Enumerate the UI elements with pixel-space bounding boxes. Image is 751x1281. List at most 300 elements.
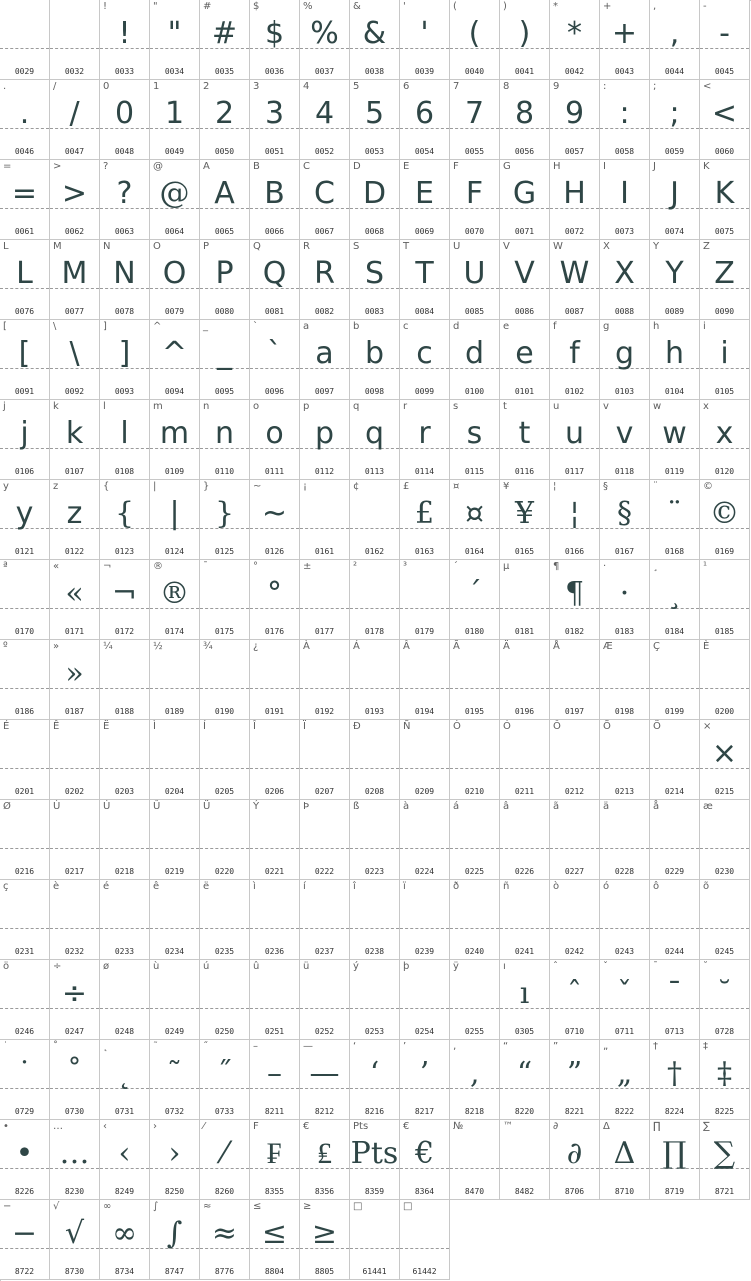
- glyph-code: 0176: [264, 627, 285, 636]
- glyph-code: 0186: [14, 707, 35, 716]
- glyph-label: }: [203, 481, 210, 492]
- glyph-cell: [700, 240, 750, 320]
- glyph-label: B: [253, 161, 260, 172]
- glyph-cell: [250, 1120, 300, 1200]
- glyph-cell: [550, 320, 600, 400]
- glyph-sample: [0, 652, 49, 696]
- glyph-cell: [300, 1040, 350, 1120]
- glyph-label: ›: [153, 1121, 157, 1132]
- glyph-cell: [150, 1200, 200, 1280]
- glyph-cell: [250, 400, 300, 480]
- glyph-cell: [700, 720, 750, 800]
- glyph-label: ∑: [703, 1121, 710, 1132]
- glyph-label: J: [653, 161, 656, 172]
- glyph-label: |: [153, 481, 157, 492]
- glyph-code: 0214: [664, 787, 685, 796]
- glyph-cell: [650, 240, 700, 320]
- glyph-code: 8805: [314, 1267, 335, 1276]
- glyph-code: 0211: [514, 787, 535, 796]
- glyph-code: 0177: [314, 627, 335, 636]
- glyph-cell: [450, 1040, 500, 1120]
- glyph-label: x: [703, 401, 709, 412]
- glyph-label: 3: [253, 81, 260, 92]
- glyph-label: b: [353, 321, 360, 332]
- glyph-cell: [400, 160, 450, 240]
- glyph-code: 0049: [164, 147, 185, 156]
- glyph-cell: [100, 480, 150, 560]
- glyph-label: V: [503, 241, 510, 252]
- glyph-label: î: [353, 881, 356, 892]
- glyph-code: 0054: [414, 147, 435, 156]
- glyph-code: 0191: [264, 707, 285, 716]
- glyph-code: 0181: [514, 627, 535, 636]
- glyph-label: á: [453, 801, 460, 812]
- glyph-code: 0184: [664, 627, 685, 636]
- glyph-code: 0053: [364, 147, 385, 156]
- glyph-label: O: [153, 241, 161, 252]
- glyph-sample: [550, 892, 599, 936]
- glyph-sample: …: [59, 1136, 90, 1171]
- glyph-sample: [300, 892, 349, 936]
- glyph-cell: [700, 1040, 750, 1120]
- glyph-label: ²: [353, 561, 358, 572]
- glyph-cell: [100, 640, 150, 720]
- glyph-cell: [500, 240, 550, 320]
- glyph-code: 8217: [414, 1107, 435, 1116]
- glyph-cell: [350, 0, 400, 80]
- glyph-code: 8710: [614, 1187, 635, 1196]
- glyph-sample: ˉ: [667, 976, 682, 1011]
- glyph-sample: ]: [118, 336, 131, 371]
- glyph-cell: [300, 880, 350, 960]
- glyph-cell: [400, 80, 450, 160]
- glyph-sample: ∂: [566, 1136, 583, 1171]
- glyph-code: 0106: [14, 467, 35, 476]
- glyph-label: ù: [153, 961, 160, 972]
- glyph-code: 0070: [464, 227, 485, 236]
- glyph-label: √: [53, 1201, 60, 1212]
- glyph-code: 0039: [414, 67, 435, 76]
- glyph-sample: M: [61, 256, 88, 291]
- glyph-sample: [150, 892, 199, 936]
- glyph-sample: Pts: [350, 1136, 399, 1171]
- glyph-label: ’: [403, 1041, 407, 1052]
- glyph-cell: [500, 160, 550, 240]
- glyph-label: j: [3, 401, 6, 412]
- glyph-code: 0198: [614, 707, 635, 716]
- glyph-sample: ·: [619, 576, 630, 611]
- glyph-code: 0116: [514, 467, 535, 476]
- glyph-code: 0188: [114, 707, 135, 716]
- glyph-code: 0080: [214, 307, 235, 316]
- glyph-cell: [350, 240, 400, 320]
- glyph-sample: [200, 812, 249, 856]
- glyph-label: Î: [253, 721, 256, 732]
- glyph-cell: [300, 80, 350, 160]
- glyph-code: 0192: [314, 707, 335, 716]
- glyph-label: ÷: [53, 961, 62, 972]
- glyph-sample: ~: [261, 496, 288, 531]
- glyph-code: 8706: [564, 1187, 585, 1196]
- glyph-sample: V: [514, 256, 535, 291]
- glyph-label: ‡: [703, 1041, 708, 1052]
- glyph-cell: [600, 400, 650, 480]
- glyph-label: É: [3, 721, 10, 732]
- glyph-sample: ×: [711, 736, 738, 771]
- glyph-cell: [100, 80, 150, 160]
- glyph-sample: ˘: [717, 976, 732, 1011]
- glyph-sample: [650, 732, 699, 776]
- glyph-code: 0251: [264, 1027, 285, 1036]
- glyph-cell: [400, 320, 450, 400]
- glyph-code: 0058: [614, 147, 635, 156]
- glyph-cell: [300, 640, 350, 720]
- glyph-sample: [200, 652, 249, 696]
- glyph-code: 8482: [514, 1187, 535, 1196]
- glyph-label: È: [703, 641, 710, 652]
- glyph-cell: [450, 320, 500, 400]
- glyph-sample: †: [667, 1056, 682, 1091]
- glyph-sample: [500, 812, 549, 856]
- glyph-cell: [0, 720, 50, 800]
- glyph-code: 0083: [364, 307, 385, 316]
- glyph-label: w: [653, 401, 662, 412]
- glyph-code: 61442: [412, 1267, 437, 1276]
- glyph-label: ¹: [703, 561, 708, 572]
- glyph-code: 0165: [514, 547, 535, 556]
- glyph-sample: ˆ: [567, 976, 582, 1011]
- glyph-cell: [200, 480, 250, 560]
- glyph-sample: ˝: [217, 1056, 232, 1091]
- glyph-cell: [250, 880, 300, 960]
- glyph-label: ü: [303, 961, 310, 972]
- glyph-sample: q: [364, 416, 385, 451]
- glyph-cell: [700, 0, 750, 80]
- glyph-label: ñ: [503, 881, 510, 892]
- glyph-cell: [400, 560, 450, 640]
- glyph-label: Á: [353, 641, 360, 652]
- glyph-label: ˇ: [603, 961, 608, 972]
- glyph-cell: [200, 560, 250, 640]
- glyph-code: 0078: [114, 307, 135, 316]
- glyph-code: 8721: [714, 1187, 735, 1196]
- glyph-cell: [700, 1120, 750, 1200]
- glyph-sample: F: [465, 176, 484, 211]
- glyph-cell: [400, 0, 450, 80]
- glyph-sample: ˚: [67, 1056, 82, 1091]
- glyph-label: ı: [503, 961, 506, 972]
- glyph-sample: ∏: [662, 1136, 687, 1171]
- glyph-sample: @: [159, 176, 190, 211]
- glyph-cell: [350, 1040, 400, 1120]
- glyph-label: ): [503, 1, 507, 12]
- glyph-code: 0230: [714, 867, 735, 876]
- glyph-cell: [550, 0, 600, 80]
- glyph-sample: /: [69, 96, 80, 131]
- glyph-sample: r: [418, 416, 431, 451]
- glyph-sample: [550, 652, 599, 696]
- glyph-code: 0196: [514, 707, 535, 716]
- glyph-sample: g: [614, 336, 635, 371]
- glyph-sample: ›: [168, 1136, 181, 1171]
- glyph-sample: [0, 972, 49, 1016]
- glyph-code: 0042: [564, 67, 585, 76]
- glyph-code: 0126: [264, 547, 285, 556]
- glyph-sample: L: [16, 256, 33, 291]
- glyph-sample: =: [11, 176, 38, 211]
- glyph-sample: ‡: [717, 1056, 732, 1091]
- glyph-code: 8224: [664, 1107, 685, 1116]
- glyph-label: ¸: [653, 561, 658, 572]
- glyph-cell: [450, 880, 500, 960]
- glyph-code: 0250: [214, 1027, 235, 1036]
- glyph-label: £: [403, 481, 410, 492]
- glyph-code: 0216: [14, 867, 35, 876]
- glyph-label: №: [453, 1121, 464, 1132]
- glyph-label: `: [253, 321, 258, 332]
- glyph-label: ˉ: [653, 961, 658, 972]
- glyph-cell: [650, 1040, 700, 1120]
- glyph-cell: [450, 80, 500, 160]
- glyph-code: 0113: [364, 467, 385, 476]
- glyph-sample: \: [69, 336, 80, 371]
- glyph-code: 0209: [414, 787, 435, 796]
- glyph-code: 0733: [214, 1107, 235, 1116]
- glyph-label: L: [3, 241, 9, 252]
- glyph-code: 0100: [464, 387, 485, 396]
- glyph-label: −: [3, 1201, 12, 1212]
- glyph-cell: [150, 320, 200, 400]
- glyph-code: 0051: [264, 147, 285, 156]
- glyph-label: â: [503, 801, 510, 812]
- glyph-label: ¼: [103, 641, 113, 652]
- glyph-sample: |: [169, 496, 180, 531]
- glyph-cell: [200, 1120, 250, 1200]
- glyph-cell: [50, 800, 100, 880]
- glyph-label: □: [353, 1201, 363, 1212]
- glyph-cell: [300, 0, 350, 80]
- glyph-cell: [500, 800, 550, 880]
- glyph-label: €: [303, 1121, 310, 1132]
- glyph-cell: [550, 480, 600, 560]
- glyph-code: 0124: [164, 547, 185, 556]
- glyph-label: ‚: [453, 1041, 457, 1052]
- glyph-cell: [650, 800, 700, 880]
- glyph-label: ;: [653, 81, 657, 92]
- glyph-code: 0071: [514, 227, 535, 236]
- glyph-code: 0088: [614, 307, 635, 316]
- glyph-label: □: [403, 1201, 413, 1212]
- glyph-code: 0219: [164, 867, 185, 876]
- glyph-label: ‘: [353, 1041, 357, 1052]
- glyph-label: I: [603, 161, 606, 172]
- glyph-code: 0057: [564, 147, 585, 156]
- glyph-label: R: [303, 241, 310, 252]
- glyph-code: 8719: [664, 1187, 685, 1196]
- glyph-code: 0037: [314, 67, 335, 76]
- glyph-label: ”: [553, 1041, 559, 1052]
- glyph-label: z: [53, 481, 59, 492]
- glyph-cell: [250, 800, 300, 880]
- glyph-sample: p: [314, 416, 335, 451]
- glyph-sample: [400, 732, 449, 776]
- glyph-cell: [300, 160, 350, 240]
- glyph-code: 0206: [264, 787, 285, 796]
- glyph-code: 0067: [314, 227, 335, 236]
- glyph-cell: [250, 240, 300, 320]
- glyph-sample: ‚: [469, 1056, 480, 1091]
- glyph-cell: [150, 800, 200, 880]
- glyph-sample: [650, 652, 699, 696]
- glyph-cell: [250, 480, 300, 560]
- glyph-code: 0713: [664, 1027, 685, 1036]
- glyph-cell: [500, 640, 550, 720]
- glyph-code: 0180: [464, 627, 485, 636]
- glyph-sample: [300, 732, 349, 776]
- glyph-sample: -: [719, 16, 730, 51]
- glyph-sample: t: [518, 416, 531, 451]
- glyph-label: ¡: [303, 481, 308, 492]
- glyph-cell: [650, 320, 700, 400]
- glyph-cell: [200, 720, 250, 800]
- glyph-code: 0123: [114, 547, 135, 556]
- glyph-code: 0222: [314, 867, 335, 876]
- glyph-label: ª: [3, 561, 8, 572]
- glyph-label: ð: [453, 881, 460, 892]
- glyph-label: ã: [553, 801, 560, 812]
- glyph-sample: [400, 812, 449, 856]
- glyph-label: ¾: [203, 641, 213, 652]
- glyph-sample: ": [167, 16, 182, 51]
- glyph-cell: [50, 480, 100, 560]
- glyph-cell: [250, 80, 300, 160]
- glyph-sample: b: [364, 336, 385, 371]
- glyph-cell: [0, 1040, 50, 1120]
- glyph-code: 0105: [714, 387, 735, 396]
- glyph-code: 0232: [64, 947, 85, 956]
- glyph-label: ≈: [203, 1201, 212, 1212]
- glyph-sample: 2: [214, 96, 235, 131]
- glyph-cell: [0, 0, 50, 80]
- glyph-sample: [350, 652, 399, 696]
- glyph-sample: u: [564, 416, 584, 451]
- glyph-code: 0227: [564, 867, 585, 876]
- glyph-label: e: [503, 321, 510, 332]
- glyph-cell: [500, 1120, 550, 1200]
- glyph-code: 0731: [114, 1107, 135, 1116]
- glyph-sample: W: [559, 256, 590, 291]
- glyph-sample: [550, 812, 599, 856]
- glyph-label: ©: [703, 481, 713, 492]
- glyph-label: v: [603, 401, 609, 412]
- glyph-code: 8730: [64, 1267, 85, 1276]
- glyph-sample: <: [711, 96, 738, 131]
- glyph-code: 0170: [14, 627, 35, 636]
- glyph-code: 0175: [214, 627, 235, 636]
- glyph-cell: [550, 240, 600, 320]
- glyph-code: 8356: [314, 1187, 335, 1196]
- glyph-code: 0239: [414, 947, 435, 956]
- glyph-code: 0109: [164, 467, 185, 476]
- glyph-label: +: [603, 1, 612, 12]
- glyph-code: 0166: [564, 547, 585, 556]
- glyph-label: Ï: [303, 721, 306, 732]
- glyph-code: 0249: [164, 1027, 185, 1036]
- glyph-sample: [350, 492, 399, 536]
- glyph-label: ˚: [53, 1041, 58, 1052]
- glyph-sample: o: [265, 416, 284, 451]
- glyph-cell: [100, 0, 150, 80]
- glyph-cell: [350, 1120, 400, 1200]
- glyph-code: 0059: [664, 147, 685, 156]
- glyph-label: ×: [703, 721, 712, 732]
- glyph-sample: 6: [414, 96, 435, 131]
- glyph-sample: [350, 812, 399, 856]
- glyph-cell: [600, 800, 650, 880]
- glyph-sample: *: [567, 16, 582, 51]
- glyph-cell: [500, 400, 550, 480]
- glyph-sample: [0, 12, 49, 56]
- glyph-cell: [450, 800, 500, 880]
- glyph-label: G: [503, 161, 511, 172]
- glyph-code: 8250: [164, 1187, 185, 1196]
- glyph-code: 0728: [714, 1027, 735, 1036]
- glyph-label: X: [603, 241, 610, 252]
- glyph-sample: [200, 572, 249, 616]
- glyph-cell: [600, 640, 650, 720]
- glyph-code: 0163: [414, 547, 435, 556]
- glyph-label: S: [353, 241, 360, 252]
- glyph-code: 8776: [214, 1267, 235, 1276]
- glyph-code: 0050: [214, 147, 235, 156]
- glyph-cell: [350, 880, 400, 960]
- glyph-label: ·: [603, 561, 607, 572]
- glyph-cell: [550, 720, 600, 800]
- glyph-label: n: [203, 401, 210, 412]
- glyph-label: 2: [203, 81, 210, 92]
- glyph-sample: [200, 972, 249, 1016]
- glyph-code: 0047: [64, 147, 85, 156]
- glyph-cell: [150, 240, 200, 320]
- glyph-code: 0179: [414, 627, 435, 636]
- glyph-cell: [300, 480, 350, 560]
- glyph-label: Ç: [653, 641, 660, 652]
- glyph-cell: [100, 880, 150, 960]
- glyph-label: •: [3, 1121, 9, 1132]
- glyph-sample: d: [464, 336, 485, 371]
- glyph-cell: [0, 240, 50, 320]
- glyph-label: ú: [203, 961, 210, 972]
- glyph-label: Ù: [53, 801, 61, 812]
- glyph-code: 0043: [614, 67, 635, 76]
- glyph-label: ˘: [703, 961, 708, 972]
- glyph-cell: [250, 560, 300, 640]
- glyph-cell: [200, 1200, 250, 1280]
- glyph-sample: ¸: [667, 576, 682, 611]
- glyph-sample: [50, 892, 99, 936]
- glyph-sample: [700, 572, 749, 616]
- glyph-sample: »: [65, 656, 84, 691]
- glyph-sample: [700, 652, 749, 696]
- glyph-cell: [300, 800, 350, 880]
- glyph-sample: •: [15, 1136, 34, 1171]
- glyph-sample: f: [569, 336, 580, 371]
- glyph-cell: [700, 880, 750, 960]
- glyph-sample: ,: [669, 16, 680, 51]
- glyph-sample: [250, 892, 299, 936]
- glyph-sample: ∞: [112, 1216, 137, 1251]
- glyph-cell: [100, 1120, 150, 1200]
